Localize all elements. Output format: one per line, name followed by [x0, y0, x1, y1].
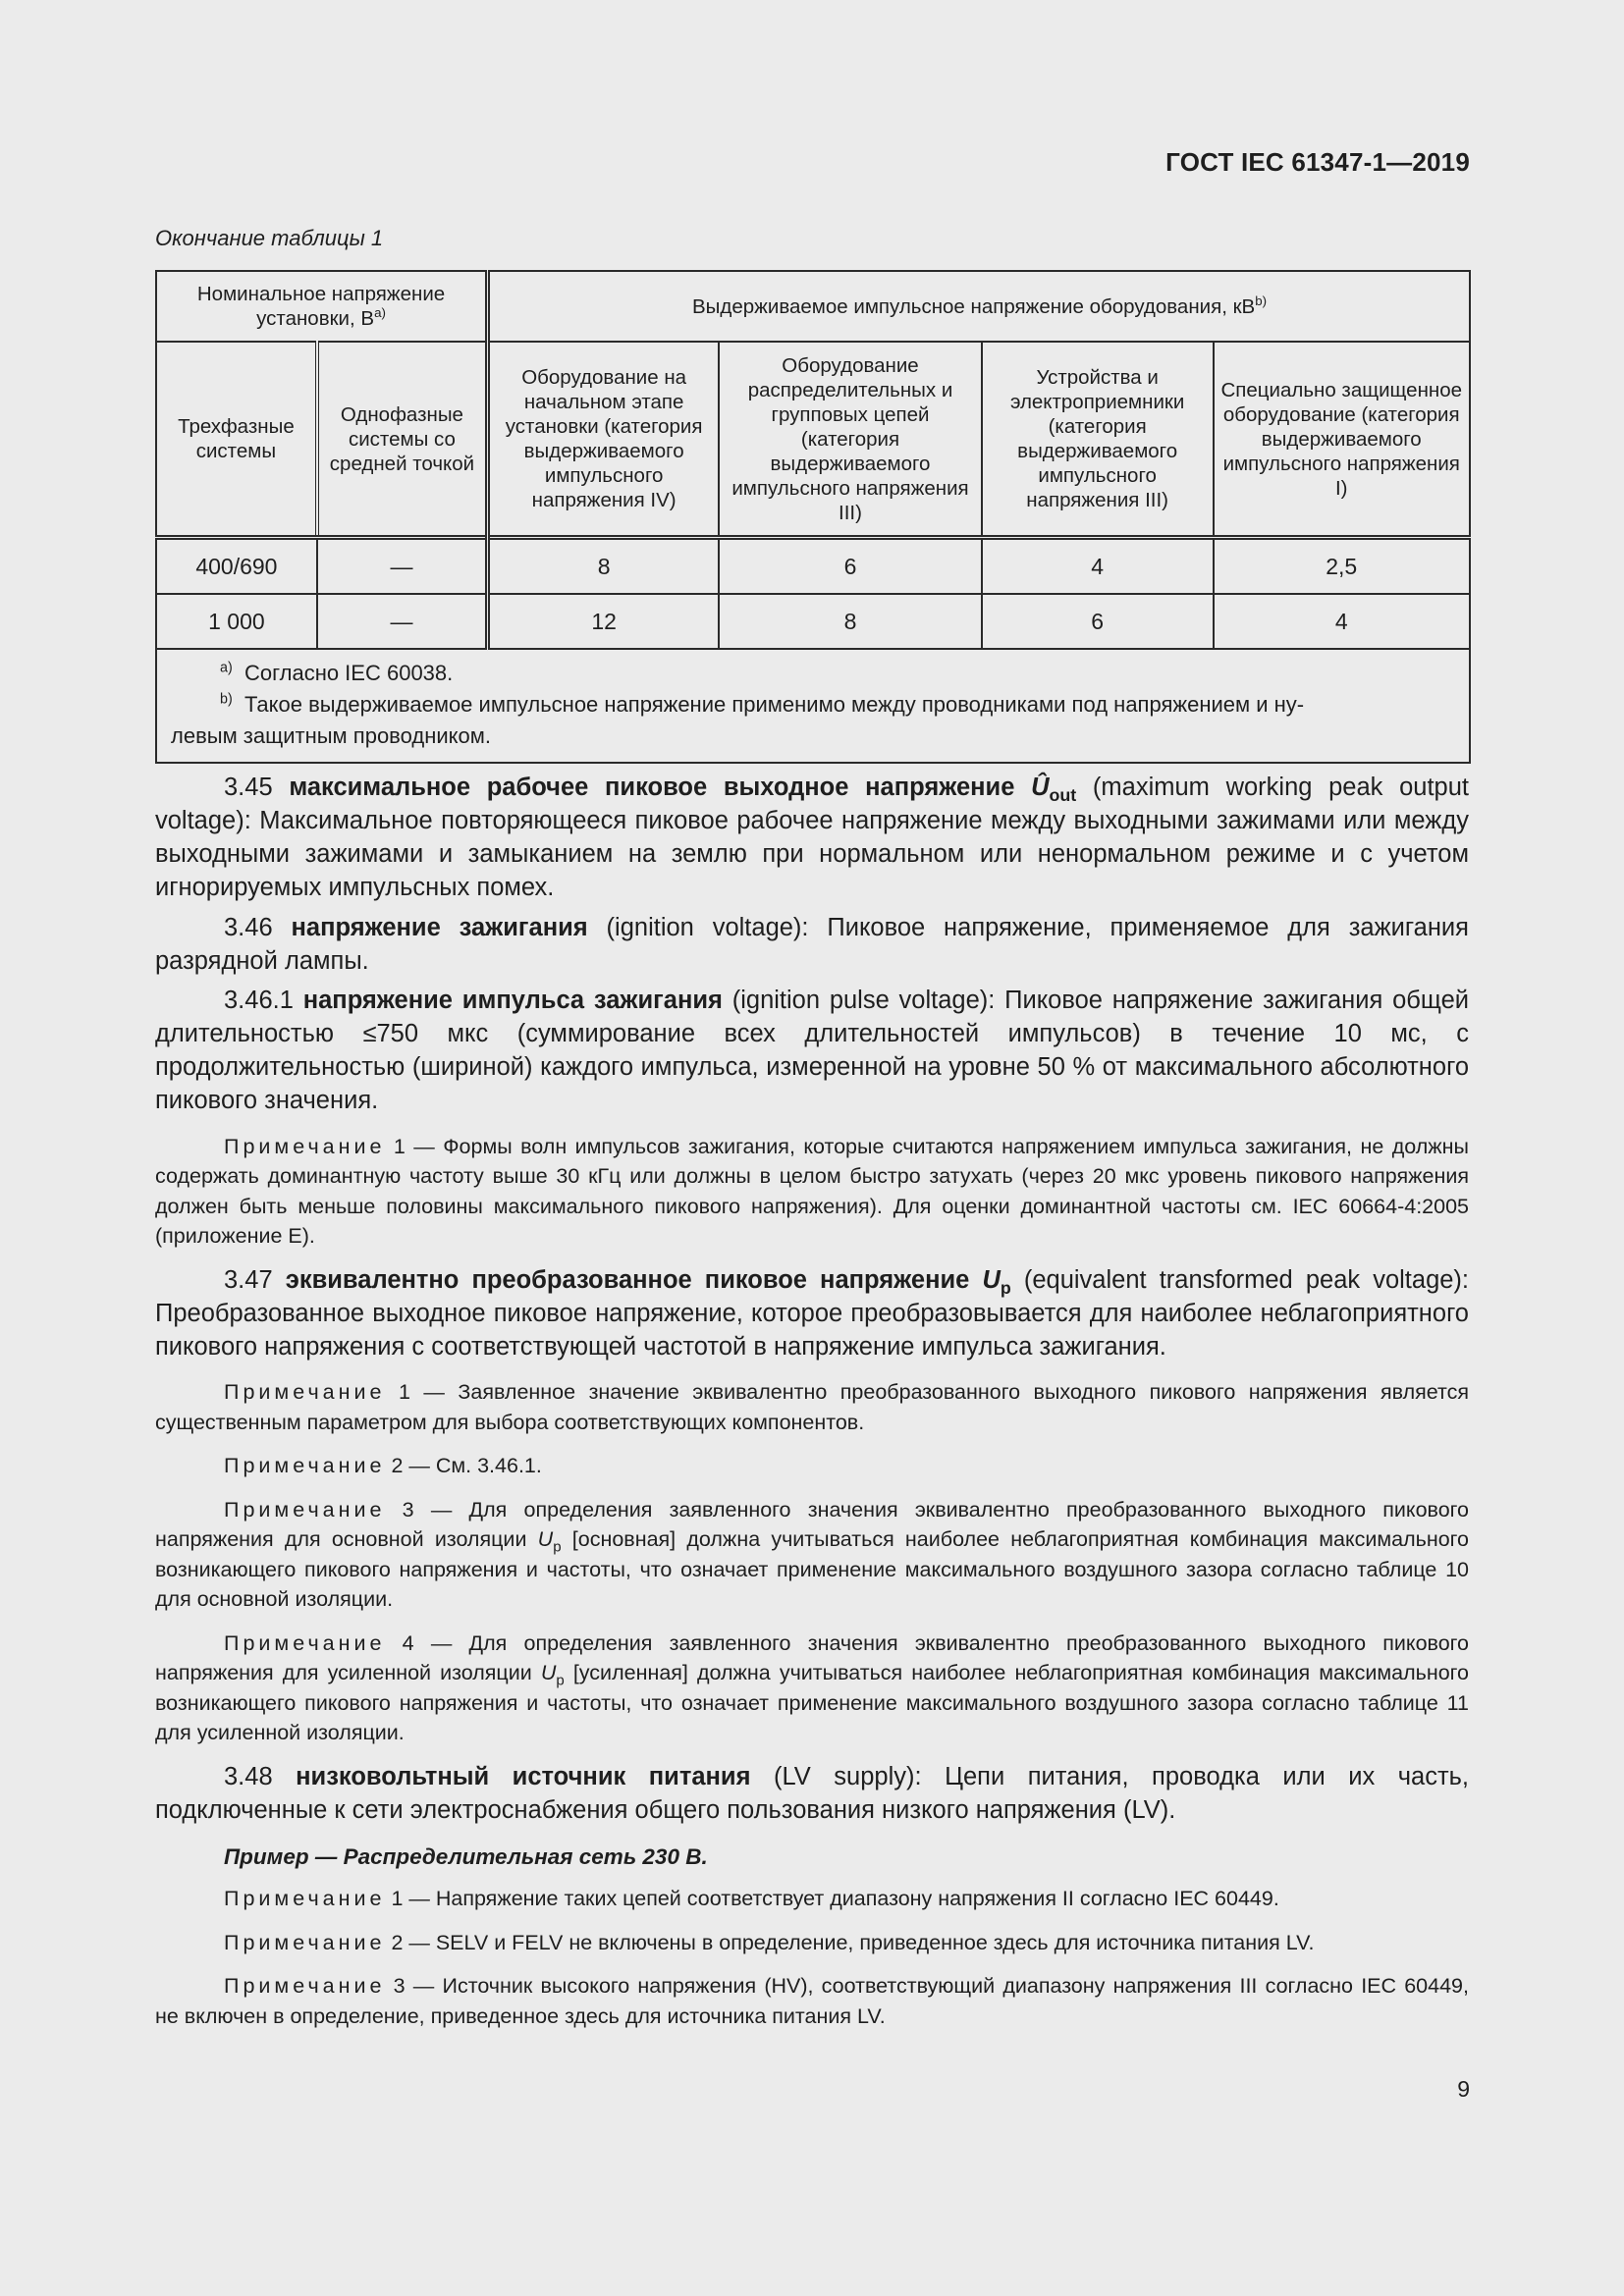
footnote-a: $^{a)}$ Согласно IEC 60038.	[220, 660, 454, 685]
table-caption: Окончание таблицы 1	[155, 226, 384, 250]
note-3-47-3: Примечание 3 — Для определения заявленного значения эквивалентно преобразованного выходного пикового напряжения для основной изоляции $U_p$ [основная] должна учитываться наиболее неблагоприятная комбинация максимального возникающего пикового напряжения и частоты, что означает применение максимального воздушного зазора согласно таблице 10 для основной изоляции.	[155, 1497, 1469, 1612]
definitions-body	[155, 771, 1469, 2043]
footnote-b: $^{b)}$ Такое выдерживаемое импульсное напряжение применимо между проводниками под напряжением и ну-	[220, 691, 1305, 717]
footnote-b-continued: левым защитным проводником.	[171, 722, 491, 748]
header-impulse-voltage: Выдерживаемое импульсное напряжение оборудования, $кВ^{b)}$	[488, 271, 1470, 342]
header-nominal-voltage: Номинальное напряжение установки, $В^{a)}$	[156, 271, 488, 342]
definition-3-47: 3.47 эквивалентно преобразованное пиковое напряжение $U_p$ (equivalent transformed peak voltage): Преобразованное выходное пиковое напряжение, которое преобразовывается для наиболее неблагоприятного пикового напряжения с соответствующей частотой в напряжение импульса зажигания.	[155, 1265, 1470, 1361]
header-three-phase: Трехфазные системы	[156, 342, 317, 538]
table-cell: 1 000	[156, 594, 317, 649]
table-row	[156, 594, 1470, 649]
table-cell: —	[317, 538, 488, 595]
definition-3-46-1: 3.46.1 напряжение импульса зажигания (ignition pulse voltage): Пиковое напряжение зажигания общей длительностью ≤750 мкс (суммирование всех длительностей импульсов) в течение 10 мс, с продолжительностью (шириной) каждого импульса, измеренной на уровне 50 % от максимального абсолютного пикового значения.	[155, 986, 1470, 1115]
table-header-row-1	[156, 271, 1470, 342]
table-cell: 12	[488, 594, 720, 649]
header-single-phase: Однофазные системы со средней точкой	[317, 342, 488, 538]
definition-3-45: 3.45 максимальное рабочее пиковое выходное напряжение $Û_{out}$ (maximum working peak output voltage): Максимальное повторяющееся пиковое рабочее напряжение между выходными зажимами или между выходными зажимами и замыканием на землю при нормальном или ненормальном режиме и с учетом игнорируемых импульсных помех.	[155, 774, 1469, 902]
table-header-row-2	[156, 342, 1470, 538]
header-category-iii-devices: Устройства и электроприемники (категория выдерживаемого импульсного напряжения III)	[982, 342, 1214, 538]
definition-3-46: 3.46 напряжение зажигания (ignition voltage): Пиковое напряжение, применяемое для зажигания разрядной лампы.	[155, 913, 1469, 975]
note-3-48-2: Примечание 2 — SELV и FELV не включены в определение, приведенное здесь для источника питания LV.	[224, 1930, 1315, 1954]
table-cell: 400/690	[156, 538, 317, 595]
note-3-48-3: Примечание 3 — Источник высокого напряжения (HV), соответствующий диапазону напряжения III согласно IEC 60449, не включен в определение, приведенное здесь для источника питания LV.	[155, 1974, 1469, 2028]
table-cell: 2,5	[1214, 538, 1471, 595]
document-id: ГОСТ IEC 61347-1—2019	[1165, 147, 1470, 177]
note-3-47-4: Примечание 4 — Для определения заявленного значения эквивалентно преобразованного выходного пикового напряжения для усиленной изоляции $U_p$ [усиленная] должна учитываться наиболее неблагоприятная комбинация максимального возникающего пикового напряжения и частоты, что означает применение максимального воздушного зазора согласно таблице 11 для усиленной изоляции.	[155, 1630, 1469, 1745]
table-footnotes	[156, 649, 1470, 763]
table-cell: 8	[488, 538, 720, 595]
table-cell: 6	[982, 594, 1214, 649]
table-cell: 4	[1214, 594, 1471, 649]
page-number: 9	[1457, 2076, 1470, 2102]
note-3-48-1: Примечание 1 — Напряжение таких цепей соответствует диапазону напряжения II согласно IEC 60449.	[224, 1887, 1279, 1911]
table-cell: 8	[719, 594, 982, 649]
header-category-i: Специально защищенное оборудование (категория выдерживаемого импульсного напряжения I)	[1214, 342, 1471, 538]
table-cell: —	[317, 594, 488, 649]
table-cell: 4	[982, 538, 1214, 595]
example-3-48: Пример — Распределительная сеть 230 В.	[224, 1844, 708, 1870]
note-3-47-2: Примечание 2 — См. 3.46.1.	[224, 1454, 542, 1478]
header-category-iv: Оборудование на начальном этапе установки (категория выдерживаемого импульсного напряжения IV)	[488, 342, 720, 538]
definition-3-48: 3.48 низковольтный источник питания (LV supply): Цепи питания, проводка или их часть, подключенные к сети электроснабжения общего пользования низкого напряжения (LV).	[155, 1762, 1470, 1824]
table-cell: 6	[719, 538, 982, 595]
voltage-table	[155, 270, 1471, 764]
note-3-47-1: Примечание 1 — Заявленное значение эквивалентно преобразованного выходного пикового напряжения является существенным параметром для выбора соответствующих компонентов.	[155, 1380, 1469, 1434]
table-footnotes-row	[156, 649, 1470, 763]
note-3-46-1-1: Примечание 1 — Формы волн импульсов зажигания, которые считаются напряжением импульса зажигания, не должны содержать доминантную частоту выше 30 кГц или должны в целом быстро затухать (через 20 мкс уровень пикового напряжения должен быть меньше половины максимального пикового напряжения). Для оценки доминантной частоты см. IEC 60664-4:2005 (приложение Е).	[155, 1134, 1469, 1249]
header-category-iii-distribution: Оборудование распределительных и групповых цепей (категория выдерживаемого импульсного напряжения III)	[719, 342, 982, 538]
table-row	[156, 538, 1470, 595]
